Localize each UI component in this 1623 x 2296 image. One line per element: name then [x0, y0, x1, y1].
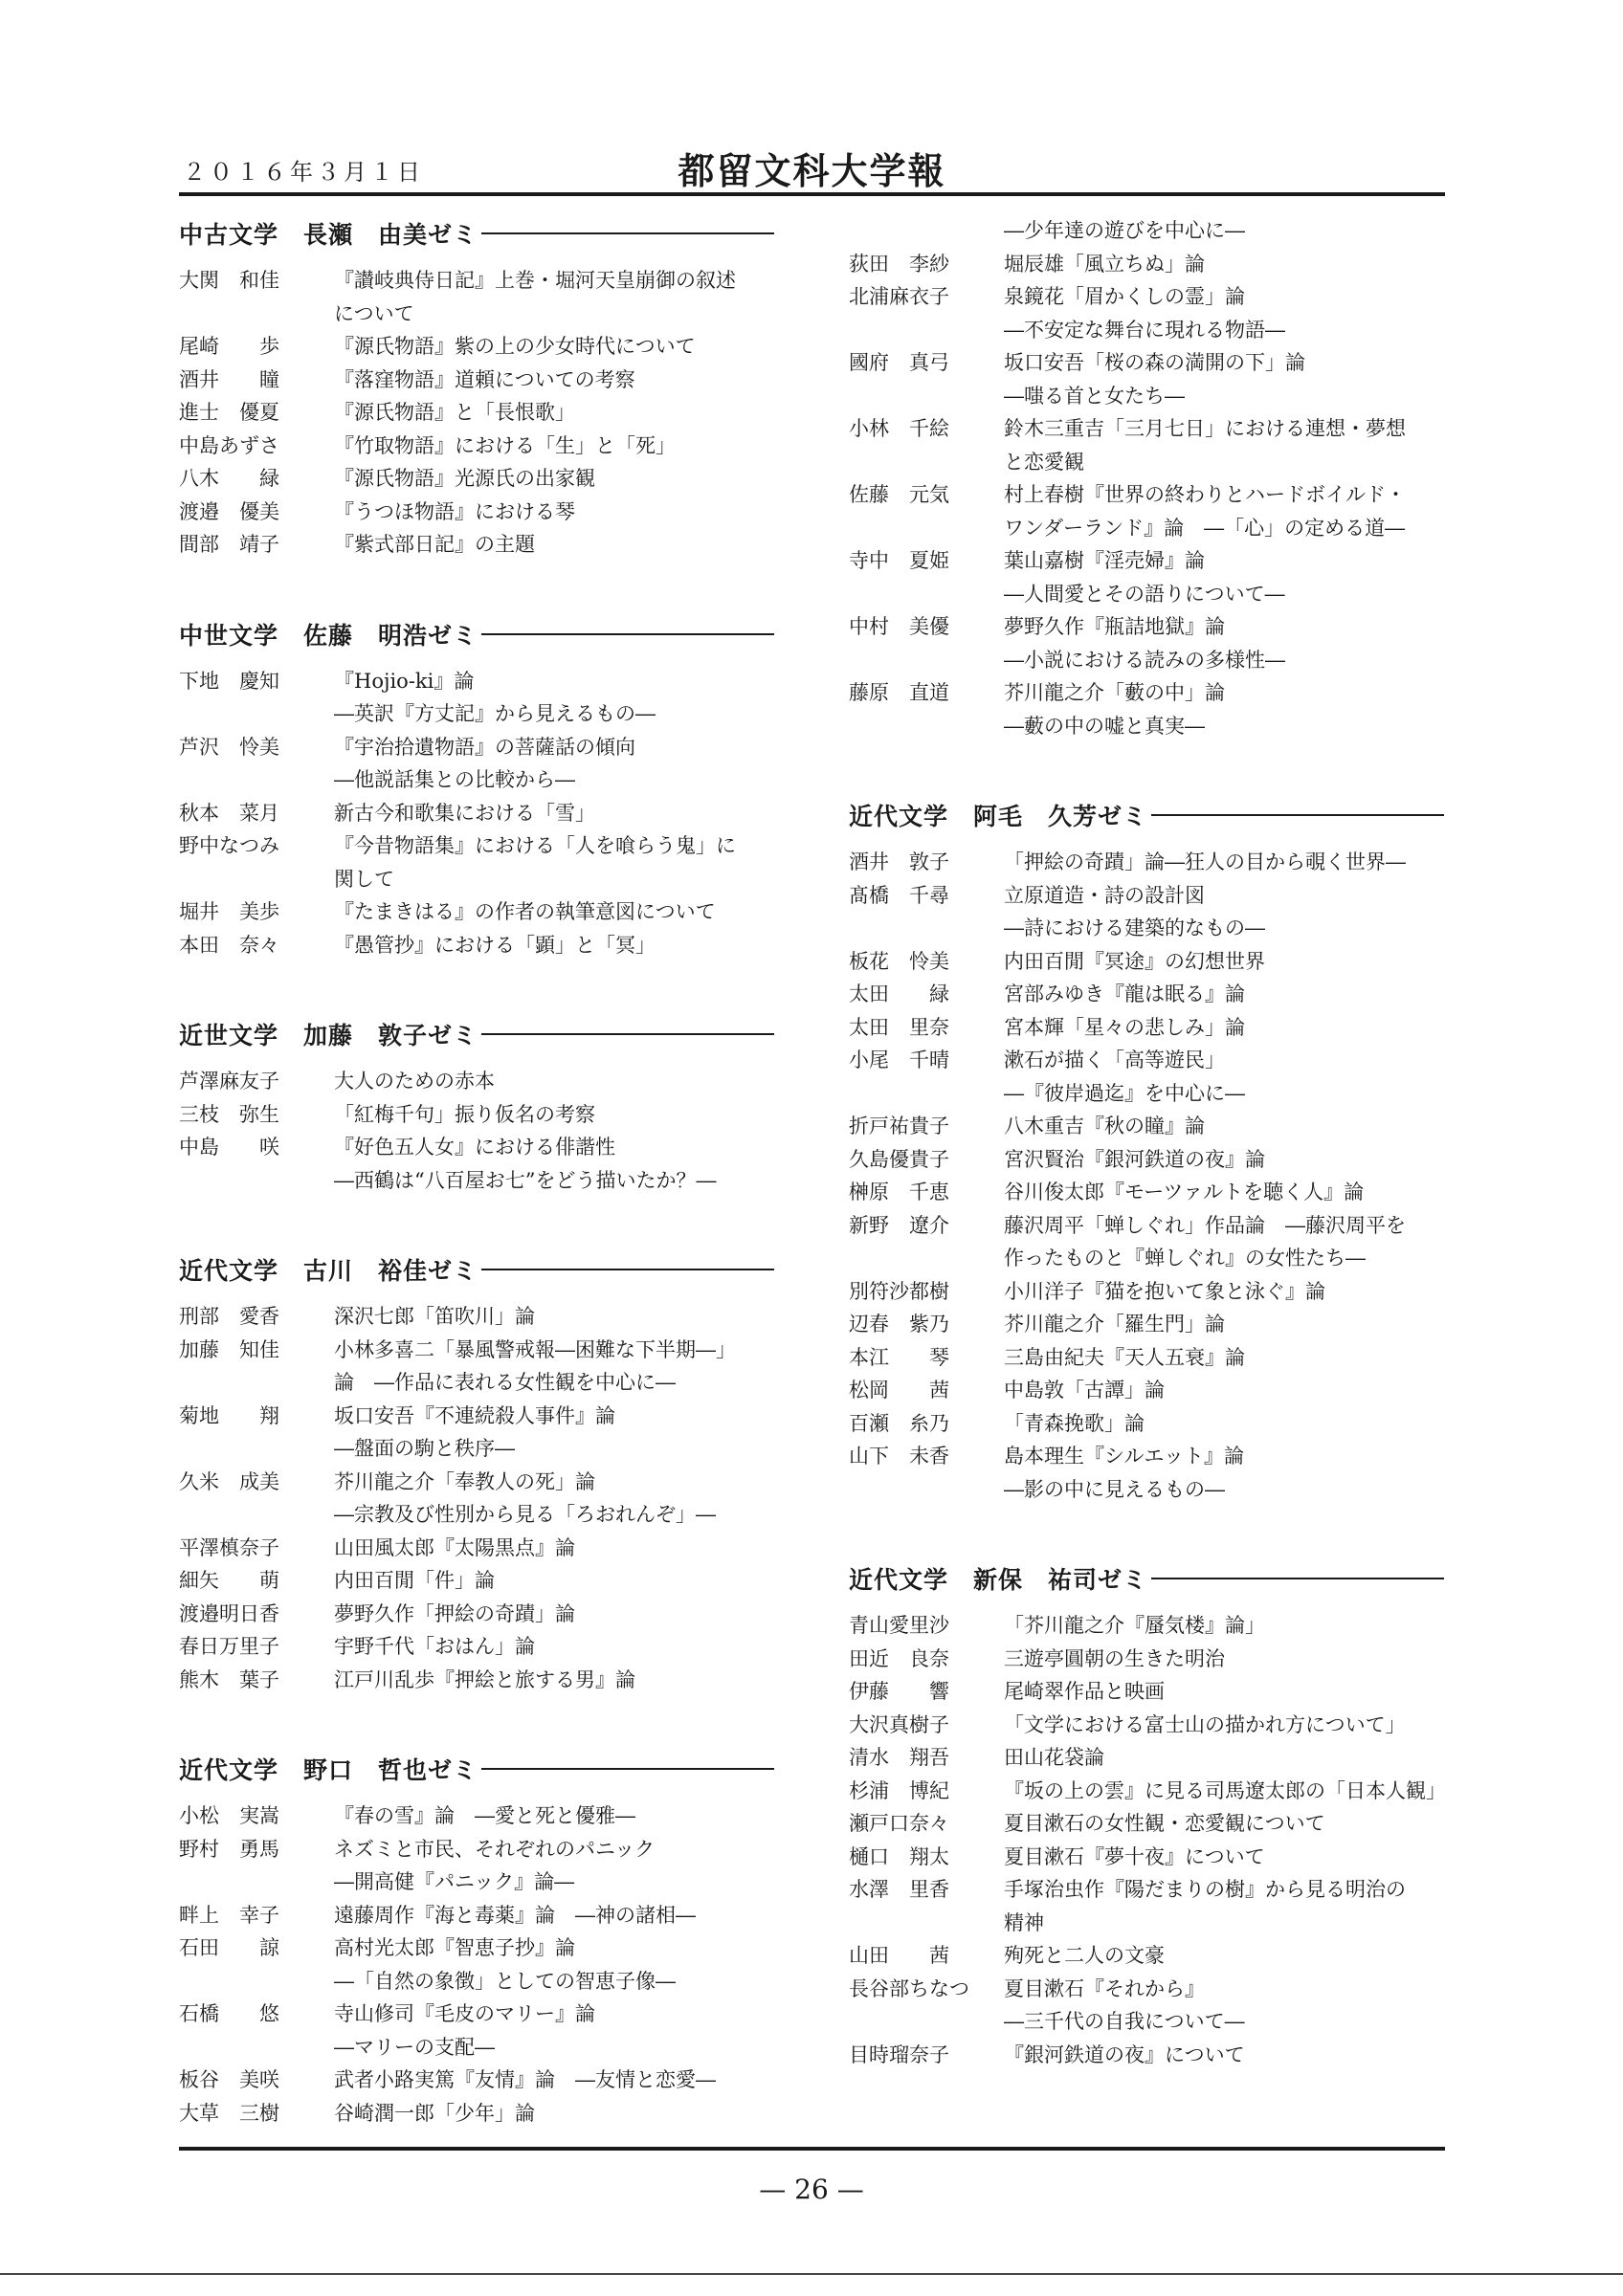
thesis-title: 田山花袋論 — [1004, 1746, 1104, 1769]
seminar-name: 阿毛 久芳ゼミ — [973, 803, 1148, 830]
thesis-entry — [849, 544, 1444, 578]
thesis-title: 『源氏物語』と「長恨歌」 — [334, 401, 575, 424]
thesis-entry — [179, 496, 774, 529]
seminar-section — [849, 248, 1444, 743]
thesis-entry — [849, 1440, 1444, 1473]
thesis-entry — [179, 1334, 774, 1367]
thesis-title: 手塚治虫作『陽だまりの樹』から見る明治の — [1004, 1878, 1406, 1901]
thesis-subtitle: ―小説における読みの多様性― — [1004, 648, 1285, 672]
seminar-section — [179, 615, 774, 962]
author-name: 本田 奈々 — [179, 933, 279, 957]
right-column — [849, 214, 1444, 2125]
thesis-entry — [179, 1300, 774, 1334]
thesis-title: 三遊亭圓朝の生きた明治 — [1004, 1646, 1225, 1670]
thesis-title: 八木重吉『秋の瞳』論 — [1004, 1115, 1205, 1137]
thesis-subtitle: 論 ―作品に表れる女性観を中心に― — [334, 1371, 676, 1394]
author-name: 田近 良奈 — [849, 1646, 949, 1670]
footer-rule — [179, 2147, 1445, 2151]
thesis-title: 芥川龍之介「藪の中」論 — [1004, 681, 1225, 704]
thesis-title: 泉鏡花「眉かくしの霊」論 — [1004, 285, 1245, 308]
thesis-title: 小林多喜二「暴風警戒報―困難な下半期―」 — [334, 1337, 736, 1361]
thesis-entry — [179, 1664, 774, 1697]
thesis-title: 『うつほ物語』における琴 — [334, 499, 575, 523]
thesis-subtitle: ―影の中に見えるもの― — [1004, 1477, 1225, 1501]
author-name: 秋本 菜月 — [179, 801, 279, 825]
thesis-entry — [849, 1110, 1444, 1143]
thesis-entry — [849, 1675, 1444, 1709]
author-name: 久島優貴子 — [849, 1147, 949, 1171]
author-name: 芦沢 怜美 — [179, 735, 279, 759]
field-name: 近代文学 — [179, 1756, 279, 1784]
thesis-subtitle: ―開高健『パニック』論― — [334, 1870, 575, 1893]
section-heading — [849, 796, 1444, 834]
field-name: 近代文学 — [179, 1257, 279, 1285]
issue-date: ２０１６年３月１日 — [183, 159, 424, 186]
thesis-title: 芥川龍之介「奉教人の死」論 — [334, 1469, 595, 1493]
author-name: 別符沙都樹 — [849, 1279, 949, 1303]
thesis-title: 「紅梅千句」振り仮名の考察 — [334, 1102, 595, 1126]
author-name: 菊地 翔 — [179, 1403, 279, 1427]
thesis-entry — [179, 1065, 774, 1098]
author-name: 大草 三樹 — [179, 2101, 279, 2125]
thesis-title: 殉死と二人の文豪 — [1004, 1944, 1165, 1967]
thesis-title: 中島敦「古譚」論 — [1004, 1379, 1165, 1402]
thesis-entry — [849, 1709, 1444, 1742]
author-name: 八木 緑 — [179, 467, 279, 490]
author-name: 酒井 敦子 — [849, 850, 949, 873]
thesis-entry — [849, 1209, 1444, 1243]
left-column — [179, 214, 774, 2183]
author-name: 清水 翔吾 — [849, 1746, 949, 1769]
thesis-subtitle: ―西鶴は“八百屋お七”をどう描いたか？― — [334, 1168, 717, 1192]
thesis-entry — [179, 1899, 774, 1932]
thesis-entry — [179, 364, 774, 397]
thesis-title: 坂口安吾「桜の森の満開の下」論 — [1004, 351, 1305, 374]
thesis-entry — [849, 879, 1444, 913]
author-name: 板花 怜美 — [849, 949, 949, 973]
thesis-entry — [179, 665, 774, 698]
thesis-title: 三島由紀夫『天人五衰』論 — [1004, 1345, 1245, 1369]
author-name: 大沢真樹子 — [849, 1712, 949, 1736]
author-name: 加藤 知佳 — [179, 1337, 279, 1361]
author-name: 松岡 茜 — [849, 1379, 949, 1402]
seminar-name: 佐藤 明浩ゼミ — [303, 621, 478, 650]
heading-rule — [1151, 1578, 1444, 1579]
thesis-title: 藤沢周平「蝉しぐれ」作品論 ―藤沢周平を — [1004, 1213, 1406, 1237]
thesis-title: 夏目漱石『夢十夜』について — [1004, 1844, 1265, 1868]
thesis-title: 漱石が描く「高等遊民」 — [1004, 1049, 1225, 1071]
thesis-entry — [849, 1341, 1444, 1375]
author-name: 野中なつみ — [179, 834, 279, 857]
thesis-title: 夏目漱石『それから』 — [1004, 1976, 1205, 2000]
thesis-title: 武者小路実篤『友情』論 ―友情と恋愛― — [334, 2068, 716, 2091]
thesis-entry — [179, 1932, 774, 1965]
thesis-entry — [849, 1775, 1444, 1808]
thesis-subtitle: ―マリーの支配― — [334, 2035, 495, 2059]
thesis-entry — [849, 1973, 1444, 2006]
thesis-title: 寺山修司『毛皮のマリー』論 — [334, 2002, 595, 2025]
thesis-title: 高村光太郎『智恵子抄』論 — [334, 1936, 575, 1959]
thesis-title: 『源氏物語』光源氏の出家観 — [334, 467, 595, 490]
thesis-title: 『Hojio-ki』論 — [334, 669, 475, 693]
author-name: 間部 靖子 — [179, 533, 279, 556]
thesis-entry — [849, 1939, 1444, 1973]
thesis-subtitle: ―盤面の駒と秩序― — [334, 1437, 515, 1460]
author-name: 酒井 瞳 — [179, 367, 279, 391]
newsletter-title: 都留文科大学報 — [678, 149, 946, 192]
thesis-title: 鈴木三重吉「三月七日」における連想・夢想 — [1004, 417, 1406, 440]
author-name: 北浦麻衣子 — [849, 285, 949, 308]
thesis-title: 内田百閒『冥途』の幻想世界 — [1004, 949, 1265, 973]
author-name: 板谷 美咲 — [179, 2068, 279, 2091]
author-name: 本江 琴 — [849, 1345, 949, 1369]
thesis-entry — [849, 1807, 1444, 1841]
thesis-entry — [179, 895, 774, 929]
author-name: 中村 美優 — [849, 615, 949, 638]
author-name: 中島あずさ — [179, 433, 279, 457]
thesis-title: 谷川俊太郎『モーツァルトを聴く人』論 — [1004, 1181, 1365, 1203]
thesis-entry — [179, 1598, 774, 1631]
field-name: 近代文学 — [849, 1566, 949, 1594]
section-heading — [179, 615, 774, 653]
heading-rule — [481, 232, 774, 234]
header-rule — [179, 192, 1445, 196]
thesis-subtitle: ワンダーランド』論 ―「心」の定める道― — [1004, 516, 1406, 540]
thesis-entry — [849, 978, 1444, 1011]
thesis-title: 葉山嘉樹『淫売婦』論 — [1004, 549, 1205, 572]
thesis-entry — [849, 1407, 1444, 1441]
page-number: — 26 — — [759, 2174, 864, 2205]
thesis-title: 『愚管抄』における「顕」と「冥」 — [334, 933, 656, 957]
thesis-title: 『銀河鉄道の夜』について — [1004, 2042, 1245, 2066]
author-name: 尾崎 歩 — [179, 335, 279, 358]
author-name: 瀬戸口奈々 — [849, 1812, 949, 1835]
thesis-entry — [179, 731, 774, 764]
thesis-entry — [179, 1630, 774, 1664]
thesis-entry — [849, 2039, 1444, 2072]
author-name: 新野 遼介 — [849, 1213, 949, 1237]
heading-rule — [481, 633, 774, 635]
thesis-entry — [849, 280, 1444, 314]
thesis-entry — [849, 412, 1444, 446]
thesis-entry — [849, 1643, 1444, 1676]
thesis-title: 小川洋子『猫を抱いて象と泳ぐ』論 — [1004, 1279, 1325, 1303]
thesis-entry — [179, 1400, 774, 1433]
thesis-entry — [179, 462, 774, 496]
thesis-entry — [849, 1609, 1444, 1643]
thesis-subtitle: ―他説話集との比較から― — [334, 768, 575, 791]
seminar-name: 新保 祐司ゼミ — [973, 1566, 1148, 1594]
thesis-subtitle: 関して — [334, 867, 394, 891]
thesis-entry — [179, 1466, 774, 1499]
thesis-title: 島本理生『シルエット』論 — [1004, 1445, 1245, 1468]
thesis-title: 『紫式部日記』の主題 — [334, 533, 535, 556]
author-name: 刑部 愛香 — [179, 1305, 279, 1328]
thesis-entry — [849, 945, 1444, 979]
author-name: 青山愛里沙 — [849, 1614, 949, 1637]
author-name: 山下 未香 — [849, 1445, 949, 1468]
thesis-title: 宮沢賢治『銀河鉄道の夜』論 — [1004, 1147, 1265, 1171]
thesis-entry — [849, 610, 1444, 644]
continued-subtitle: ―少年達の遊びを中心に― — [1004, 219, 1245, 242]
thesis-entry — [179, 1998, 774, 2031]
section-heading — [179, 214, 774, 253]
thesis-title: 坂口安吾『不連続殺人事件』論 — [334, 1403, 615, 1427]
thesis-entry — [179, 396, 774, 430]
heading-rule — [481, 1768, 774, 1770]
author-name: 榊原 千恵 — [849, 1181, 949, 1203]
author-name: 伊藤 響 — [849, 1680, 949, 1703]
thesis-title: 夢野久作「押絵の奇蹟」論 — [334, 1601, 575, 1625]
field-name: 中世文学 — [179, 621, 279, 650]
section-heading — [179, 1015, 774, 1053]
thesis-entry — [849, 1275, 1444, 1309]
thesis-entry — [849, 248, 1444, 281]
seminar-name: 加藤 敦子ゼミ — [303, 1022, 478, 1049]
author-name: 小林 千絵 — [849, 417, 949, 440]
thesis-entry — [179, 2064, 774, 2097]
thesis-entry — [849, 1741, 1444, 1775]
thesis-title: 夏目漱石の女性観・恋愛観について — [1004, 1812, 1325, 1835]
author-name: 佐藤 元気 — [849, 483, 949, 506]
thesis-title: ネズミと市民、それぞれのパニック — [334, 1837, 656, 1861]
author-name: 杉浦 博紀 — [849, 1778, 949, 1802]
thesis-entry — [849, 1841, 1444, 1874]
thesis-entry — [179, 1131, 774, 1164]
author-name: 石田 諒 — [179, 1936, 279, 1959]
thesis-title: 「文学における富士山の描かれ方について」 — [1004, 1712, 1406, 1736]
thesis-title: 深沢七郎「笛吹川」論 — [334, 1305, 535, 1328]
seminar-name: 長瀬 由美ゼミ — [303, 221, 478, 249]
thesis-title: 『坂の上の雲』に見る司馬遼太郎の「日本人観」 — [1004, 1778, 1446, 1802]
scan-edge-line — [0, 2273, 1623, 2275]
thesis-title: 『竹取物語』における「生」と「死」 — [334, 433, 676, 457]
author-name: 細矢 萌 — [179, 1569, 279, 1592]
thesis-title: 夢野久作『瓶詰地獄』論 — [1004, 615, 1225, 638]
thesis-subtitle: について — [334, 301, 414, 325]
author-name: 水澤 里香 — [849, 1878, 949, 1901]
thesis-title: 『落窪物語』道頼についての考察 — [334, 367, 635, 391]
section-heading — [849, 1559, 1444, 1598]
author-name: 平澤槙奈子 — [179, 1535, 279, 1559]
thesis-title: 村上春樹『世界の終わりとハードボイルド・ — [1004, 483, 1406, 506]
author-name: 山田 茜 — [849, 1944, 949, 1967]
author-name: 畔上 幸子 — [179, 1903, 279, 1927]
author-name: 目時瑠奈子 — [849, 2042, 949, 2066]
author-name: 荻田 李紗 — [849, 252, 949, 276]
thesis-entry — [849, 1873, 1444, 1907]
author-name: 寺中 夏姫 — [849, 549, 949, 572]
thesis-entry — [179, 1799, 774, 1833]
thesis-entry — [179, 264, 774, 298]
author-name: 三枝 弥生 — [179, 1102, 279, 1126]
thesis-entry — [179, 1833, 774, 1866]
thesis-title: 宮部みゆき『龍は眠る』論 — [1004, 982, 1245, 1005]
thesis-entry — [179, 929, 774, 962]
thesis-title: 『たまきはる』の作者の執筆意図について — [334, 900, 716, 923]
author-name: 久米 成美 — [179, 1469, 279, 1493]
thesis-entry — [849, 1308, 1444, 1341]
section-heading — [179, 1750, 774, 1788]
thesis-title: 『讃岐典侍日記』上巻・堀河天皇崩御の叙述 — [334, 269, 736, 292]
thesis-subtitle: ―藪の中の嘘と真実― — [1004, 714, 1205, 738]
thesis-entry — [179, 330, 774, 364]
thesis-entry — [179, 1098, 774, 1132]
thesis-entry — [179, 829, 774, 863]
seminar-name: 古川 裕佳ゼミ — [303, 1257, 478, 1285]
seminar-section — [849, 796, 1444, 1506]
thesis-title: 「押絵の奇蹟」論―狂人の目から覗く世界― — [1004, 850, 1406, 873]
thesis-title: 『今昔物語集』における「人を喰らう鬼」に — [334, 834, 736, 857]
field-name: 近代文学 — [849, 803, 949, 830]
seminar-name: 野口 哲也ゼミ — [303, 1756, 478, 1784]
author-name: 折戸祐貴子 — [849, 1115, 949, 1137]
author-name: 進士 優夏 — [179, 401, 279, 424]
thesis-subtitle: ―嗤る首と女たち― — [1004, 384, 1185, 408]
author-name: 樋口 翔太 — [849, 1844, 949, 1868]
thesis-title: 宮本輝「星々の悲しみ」論 — [1004, 1015, 1245, 1039]
author-name: 芦澤麻友子 — [179, 1070, 279, 1093]
thesis-entry — [849, 676, 1444, 710]
thesis-subtitle: ―「自然の象徴」としての智恵子像― — [334, 1969, 676, 1993]
thesis-entry — [849, 1044, 1444, 1077]
author-name: 中島 咲 — [179, 1136, 279, 1159]
thesis-subtitle: 精神 — [1004, 1910, 1044, 1934]
thesis-subtitle: 作ったものと『蝉しぐれ』の女性たち― — [1004, 1247, 1366, 1269]
thesis-title: 『好色五人女』における俳諧性 — [334, 1136, 615, 1159]
thesis-subtitle: ―宗教及び性別から見る「ろおれんぞ」― — [334, 1503, 716, 1526]
author-name: 小尾 千晴 — [849, 1049, 949, 1071]
thesis-subtitle: ―『彼岸過迄』を中心に― — [1004, 1081, 1245, 1105]
author-name: 長谷部ちなつ — [849, 1976, 969, 2000]
author-name: 渡邉 優美 — [179, 499, 279, 523]
page-header — [179, 144, 1445, 193]
author-name: 髙橋 千尋 — [849, 883, 949, 907]
author-name: 辺春 紫乃 — [849, 1313, 949, 1336]
thesis-subtitle: ―詩における建築的なもの― — [1004, 916, 1265, 939]
heading-rule — [481, 1033, 774, 1035]
author-name: 石橋 悠 — [179, 2002, 279, 2025]
thesis-title: 立原道造・詩の設計図 — [1004, 883, 1205, 907]
thesis-title: 「青森挽歌」論 — [1004, 1411, 1145, 1435]
author-name: 太田 緑 — [849, 982, 949, 1005]
heading-rule — [1151, 814, 1444, 816]
thesis-subtitle: と恋愛観 — [1004, 450, 1084, 474]
thesis-title: 尾崎翠作品と映画 — [1004, 1680, 1165, 1703]
thesis-title: 『源氏物語』紫の上の少女時代について — [334, 335, 696, 358]
author-name: 堀井 美歩 — [179, 900, 279, 923]
seminar-section — [179, 1015, 774, 1197]
author-name: 百瀬 糸乃 — [849, 1411, 949, 1435]
thesis-title: 江戸川乱歩『押絵と旅する男』論 — [334, 1667, 635, 1691]
thesis-entry — [179, 528, 774, 562]
author-name: 春日万里子 — [179, 1635, 279, 1658]
thesis-title: 『春の雪』論 ―愛と死と優雅― — [334, 1804, 635, 1827]
seminar-section — [179, 214, 774, 562]
author-name: 國府 真弓 — [849, 351, 949, 374]
thesis-entry — [179, 430, 774, 463]
thesis-entry — [179, 797, 774, 830]
thesis-subtitle: ―人間愛とその語りについて― — [1004, 582, 1285, 606]
thesis-subtitle: ―英訳『方丈記』から見えるもの― — [334, 702, 656, 725]
thesis-title: 堀辰雄「風立ちぬ」論 — [1004, 252, 1205, 276]
author-name: 渡邉明日香 — [179, 1601, 279, 1625]
seminar-section — [179, 1750, 774, 2130]
thesis-title: 新古今和歌集における「雪」 — [334, 801, 595, 825]
author-name: 野村 勇馬 — [179, 1837, 279, 1861]
author-name: 大関 和佳 — [179, 269, 279, 292]
thesis-title: 遠藤周作『海と毒薬』論 ―神の諸相― — [334, 1903, 696, 1927]
thesis-entry — [849, 1374, 1444, 1407]
seminar-section — [849, 1559, 1444, 2071]
thesis-entry — [849, 1011, 1444, 1045]
thesis-entry — [179, 2097, 774, 2130]
author-name: 太田 里奈 — [849, 1015, 949, 1039]
thesis-title: 大人のための赤本 — [334, 1070, 495, 1093]
thesis-entry — [849, 346, 1444, 380]
thesis-title: 宇野千代「おはん」論 — [334, 1635, 535, 1658]
thesis-subtitle: ―不安定な舞台に現れる物語― — [1004, 318, 1285, 342]
thesis-subtitle: ―三千代の自我について― — [1004, 2010, 1245, 2033]
field-name: 中古文学 — [179, 221, 279, 249]
thesis-title: 内田百閒「件」論 — [334, 1569, 495, 1592]
thesis-entry — [179, 1564, 774, 1598]
author-name: 小松 実嵩 — [179, 1804, 279, 1827]
thesis-entry — [849, 478, 1444, 512]
section-heading — [179, 1250, 774, 1289]
thesis-title: 「芥川龍之介『蜃気楼』論」 — [1004, 1614, 1265, 1637]
thesis-entry — [849, 846, 1444, 879]
thesis-title: 芥川龍之介「羅生門」論 — [1004, 1313, 1225, 1336]
seminar-section — [179, 1250, 774, 1696]
author-name: 藤原 直道 — [849, 681, 949, 704]
thesis-entry — [849, 1176, 1444, 1209]
field-name: 近世文学 — [179, 1022, 279, 1049]
thesis-title: 『宇治拾遺物語』の菩薩話の傾向 — [334, 735, 635, 759]
thesis-title: 山田風太郎『太陽黒点』論 — [334, 1535, 575, 1559]
thesis-entry — [849, 1143, 1444, 1177]
author-name: 下地 慶知 — [179, 669, 279, 693]
thesis-title: 谷崎潤一郎「少年」論 — [334, 2101, 535, 2125]
author-name: 熊木 葉子 — [179, 1667, 279, 1691]
thesis-entry — [179, 1532, 774, 1565]
heading-rule — [481, 1269, 774, 1270]
